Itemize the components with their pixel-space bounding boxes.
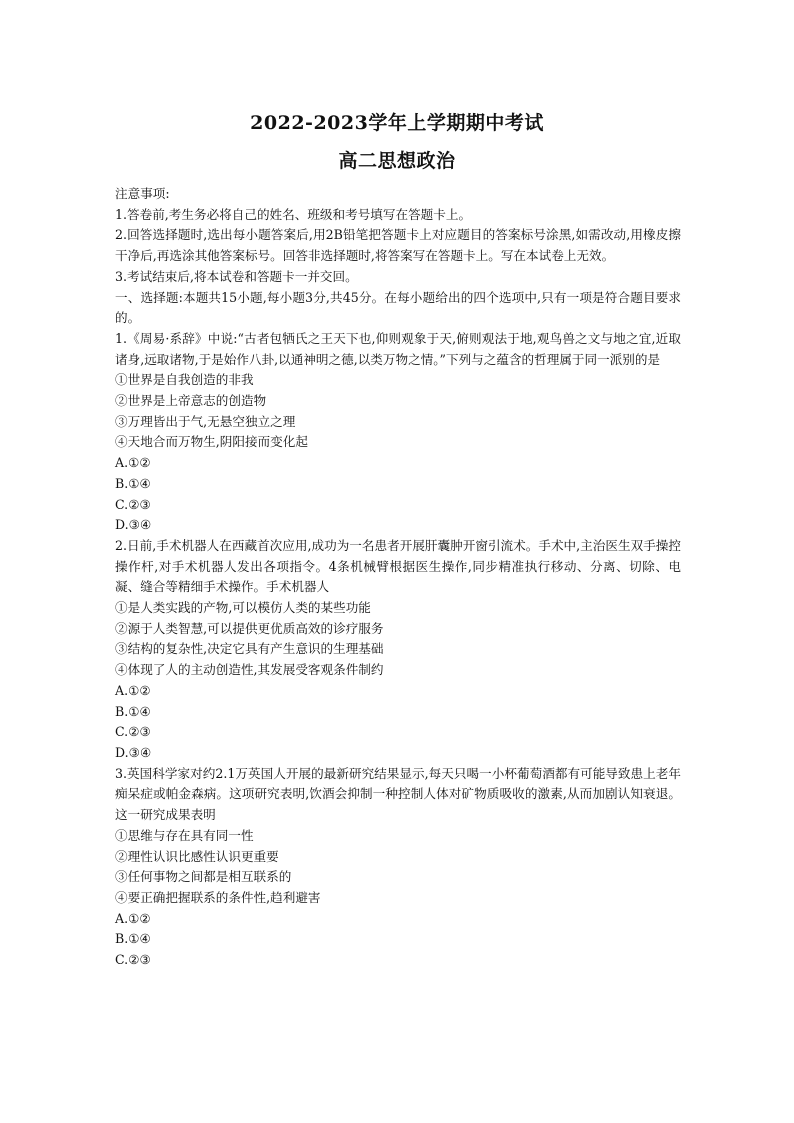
question-stem: 1.《周易·系辞》中说:“古者包牺氏之王天下也,仰则观象于天,俯则观法于地,观鸟兽之文与地之宜,近取诸身,远取诸物,于是始作八卦,以通神明之德,以类万物之情。”下列与之蕴含的哲理属于同一派别的是 [115, 330, 681, 367]
question-stem: 2.日前,手术机器人在西藏首次应用,成功为一名患者开展肝囊肿开窗引流术。手术中,主治医生双手操控操作杆,对手术机器人发出各项指令。4条机械臂根据医生操作,同步精准执行移动、分离、切除、电凝、缝合等精细手术操作。手术机器人 [115, 537, 681, 595]
answer-option: A.①② [115, 682, 151, 698]
exam-title: 2022-2023学年上学期期中考试 [250, 112, 544, 134]
note-item: 2.回答选择题时,选出每小题答案后,用2B铅笔把答题卡上对应题目的答案标号涂黑,如需改动,用橡皮擦干净后,再选涂其他答案标号。回答非选择题时,将答案写在答题卡上。写在本试卷上无效。 [115, 227, 681, 264]
statement: ③任何事物之间都是相互联系的 [115, 869, 292, 885]
statement: ②世界是上帝意志的创造物 [115, 393, 267, 409]
answer-option: A.①② [115, 455, 151, 471]
statement: ④要正确把握联系的条件性,趋利避害 [115, 889, 321, 905]
section-intro: 一、选择题:本题共15小题,每小题3分,共45分。在每小题给出的四个选项中,只有一项是符合题目要求的。 [115, 289, 681, 326]
answer-option: C.②③ [115, 724, 151, 740]
answer-option: C.②③ [115, 952, 151, 968]
answer-option: D.③④ [115, 744, 152, 760]
note-item: 1.答卷前,考生务必将自己的姓名、班级和考号填写在答题卡上。 [115, 206, 472, 222]
statement: ②源于人类智慧,可以提供更优质高效的诊疗服务 [115, 620, 384, 636]
exam-body [115, 184, 681, 971]
statement: ①是人类实践的产物,可以模仿人类的某些功能 [115, 600, 371, 616]
note-item: 3.考试结束后,将本试卷和答题卡一并交回。 [115, 268, 358, 284]
statement: ②理性认识比感性认识更重要 [115, 848, 279, 864]
question-stem: 3.英国科学家对约2.1万英国人开展的最新研究结果显示,每天只喝一小杯葡萄酒都有可能导致患上老年痴呆症或帕金森病。这项研究表明,饮酒会抑制一种控制人体对矿物质吸收的激素,从而加剧认知衰退。这一研究成果表明 [115, 765, 681, 823]
answer-option: A.①② [115, 910, 151, 926]
statement: ④天地合而万物生,阴阳接而变化起 [115, 434, 308, 450]
subject-title: 高二思想政治 [338, 150, 456, 172]
answer-option: B.①④ [115, 703, 151, 719]
answer-option: B.①④ [115, 475, 151, 491]
answer-option: D.③④ [115, 517, 152, 533]
statement: ③结构的复杂性,决定它具有产生意识的生理基础 [115, 641, 384, 657]
statement: ①世界是自我创造的非我 [115, 372, 254, 388]
answer-option: B.①④ [115, 931, 151, 947]
notes-heading: 注意事项: [115, 186, 170, 201]
statement: ①思维与存在具有同一性 [115, 827, 254, 843]
statement: ④体现了人的主动创造性,其发展受客观条件制约 [115, 662, 384, 678]
answer-option: C.②③ [115, 496, 151, 512]
statement: ③万理皆出于气,无悬空独立之理 [115, 413, 296, 429]
